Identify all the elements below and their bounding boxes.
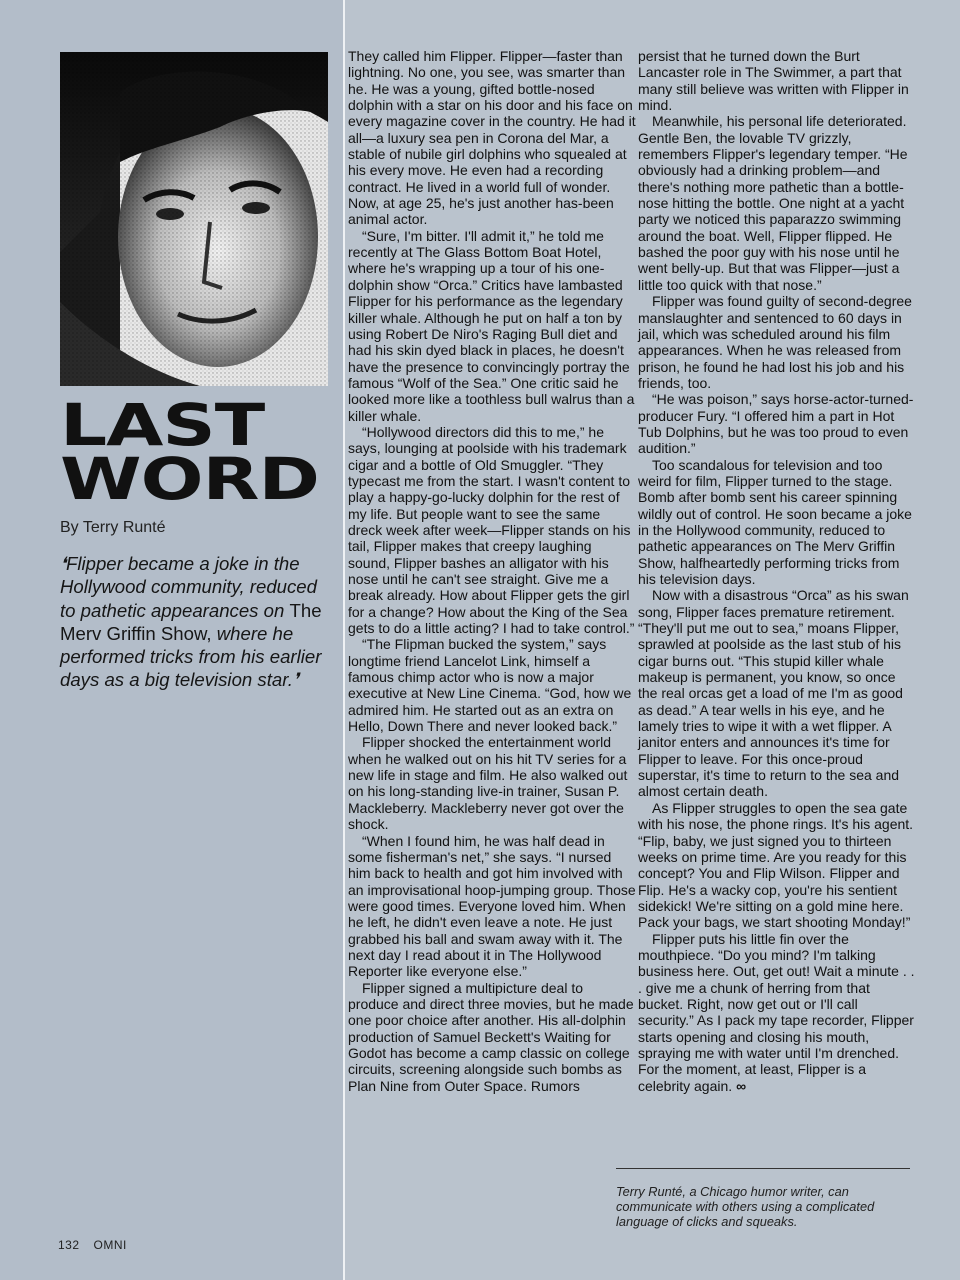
pull-quote-show-title: The Merv Griffin Show,	[60, 599, 322, 644]
paragraph: They called him Flipper. Flipper—faster than lightning. No one, you see, was smarter than he. He was a young, gifted bottle-nosed dolphin with a star on his door and his face on every magazine cover in the country. He had it all—a luxury sea pen in Corona del Mar, a stable of nubile girl dolphins who squealed at his every move. He even had a recording contract. He lived in a world full of wonder. Now, at age 25, he's just another has-been animal actor.	[348, 48, 636, 228]
page-number: 132	[58, 1238, 80, 1252]
paragraph: “Hollywood directors did this to me,” he says, lounging at poolside with his trademark cigar and a bottle of Old Smuggler. “They typecast me from the start. I wasn't content to play a happy-go-lucky dolphin for the rest of my life. But people want to see the same dreck week after week—Flipper stands on his tail, Flipper makes that creepy laughing sound, Flipper bashes an alligator with his nose until he can't see straight. Give me a break already. How about Flipper gets the girl for a change? How about the King of the Sea gets to do a little acting? I had to take control.”	[348, 423, 635, 637]
pull-quote	[60, 552, 330, 692]
paragraph	[638, 931, 916, 1094]
paragraph: “He was poison,” says horse-actor-turned-producer Fury. “I offered him a part in Hot Tub Dolphins, but he was too proud to even audition.”	[638, 391, 914, 457]
page-folio	[58, 1238, 141, 1252]
end-mark-icon: ∞	[736, 1077, 745, 1094]
paragraph: “The Flipman bucked the system,” says longtime friend Lancelot Link, himself a famous chimp actor who is now a major executive at New Line Cinema. “God, how we admired him. He started out as an extra on Hello, Down There and never looked back.”	[348, 636, 632, 735]
paragraph: Flipper was found guilty of second-degree manslaughter and sentenced to 60 days in jail, which was scheduled around his film appearances. When he was released from prison, he found he had lost his job and his friends, too.	[638, 293, 912, 391]
paragraph: Flipper shocked the entertainment world when he walked out on his hit TV series for a new life in stage and film. He also walked out on his long-standing live-in trainer, Susan P. Mackleberry. Mackleberry never got over the shock.	[348, 734, 628, 833]
author-portrait-photo	[60, 52, 328, 386]
paragraph: Too scandalous for television and too weird for film, Flipper turned to the stage. Bomb after bomb sent his career spinning wildly out of control. He soon became a joke in the Hollywood community, reduced to pathetic appearances on The Merv Griffin Show, halfheartedly performing tricks from his television days.	[638, 456, 912, 587]
byline: By Terry Runté	[60, 519, 166, 536]
paragraph: As Flipper struggles to open the sea gate with his nose, the phone rings. It's his agent. “Flip, baby, we just signed you to thirteen weeks on prime time. Are you ready for this concept? You and Flip Wilson. Flipper and Flip. He's a wacky cop, you're his sentient sidekick! We're sitting on a gold mine here. Pack your bags, we start shooting Monday!”	[638, 799, 914, 931]
paragraph: Meanwhile, his personal life deteriorated. Gentle Ben, the lovable TV grizzly, remembers Flipper's legendary temper. “He obviously had a drinking problem—and there's nothing more pathetic than a bottle-nose hitting the bottle. One night at a yacht party we noticed this paparazzo swimming around the boat. Well, Flipper flipped. He bashed the poor guy with his nose until he went belly-up. But that was Flipper—just a little too quick with that nose.”	[638, 113, 908, 293]
paragraph: Flipper signed a multipicture deal to produce and direct three movies, but he made one poor choice after another. His all-dolphin production of Samuel Beckett's Waiting for Godot has become a camp classic on college circuits, screening alongside such bombs as Plan Nine from Outer Space. Rumors	[348, 979, 634, 1094]
article-column-2	[638, 48, 916, 1094]
bio-divider	[616, 1168, 910, 1169]
article-column-1	[348, 48, 636, 1094]
headline-line-1: LAST	[60, 391, 265, 459]
pull-quote-text-after: where he performed tricks from his earlier days as a big television star.	[60, 622, 322, 691]
paragraph: “Sure, I'm bitter. I'll admit it,” he told me recently at The Glass Bottom Boat Hotel, where he's wrapping up a tour of his one-dolphin show “Orca.” Critics have lambasted Flipper for his performance as the legendary killer whale. Although he put on half a ton by using Robert De Niro's Raging Bull diet and had his skin dyed black in places, he doesn't have the presence to convincingly portray the famous “Wolf of the Sea.” One critic said he looked more like a toothless bull walrus than a killer whale.	[348, 227, 635, 424]
paragraph: “When I found him, he was half dead in some fisherman's net,” she says. “I nursed him back to health and got him involved with an improvisational hoop-jumping group. Those were good times. Everyone loved him. When he left, he didn't even leave a note. He just grabbed his ball and swam away with it. The next day I read about it in The Hollywood Reporter like everyone else.”	[348, 832, 636, 980]
paragraph: persist that he turned down the Burt Lancaster role in The Swimmer, a part that many still believe was written with Flipper in mind.	[638, 48, 909, 114]
pull-quote-text-before: Flipper became a joke in the Hollywood community, reduced to pathetic appearances on	[60, 553, 317, 621]
paragraph: Now with a disastrous “Orca” as his swan song, Flipper faces premature retirement. “They'll put me out to sea,” moans Flipper, sprawled at poolside as the last stub of his cigar burns out. “This stupid killer whale makeup is permanent, you know, so once the real orcas get a load of me I'm as good as dead.” A tear wells in his eye, and he lamely tries to wipe it with a wet flipper. A janitor enters and announces it's time for Flipper to leave. For this once-proud superstar, it's time to return to the sea and almost certain death.	[638, 587, 909, 800]
headline-line-2: WORD	[60, 445, 319, 513]
open-quote-mark: ❛	[60, 553, 66, 574]
close-quote-mark: ❜	[292, 669, 299, 691]
paragraph-text: Flipper puts his little fin over the mouthpiece. “Do you mind? I'm talking business here. Out, get out! Wait a minute . . . give me a chunk of herring from that bucket. Right, now get out or I'll call security.” As I pack my tape recorder, Flipper starts opening and closing his mouth, spraying me with water until I'm drenched. For the moment, at least, Flipper is a celebrity again.	[638, 930, 915, 1094]
author-bio: Terry Runté, a Chicago humor writer, can communicate with others using a complicated language of clicks and squeaks.	[616, 1184, 875, 1229]
magazine-name: OMNI	[93, 1238, 127, 1252]
